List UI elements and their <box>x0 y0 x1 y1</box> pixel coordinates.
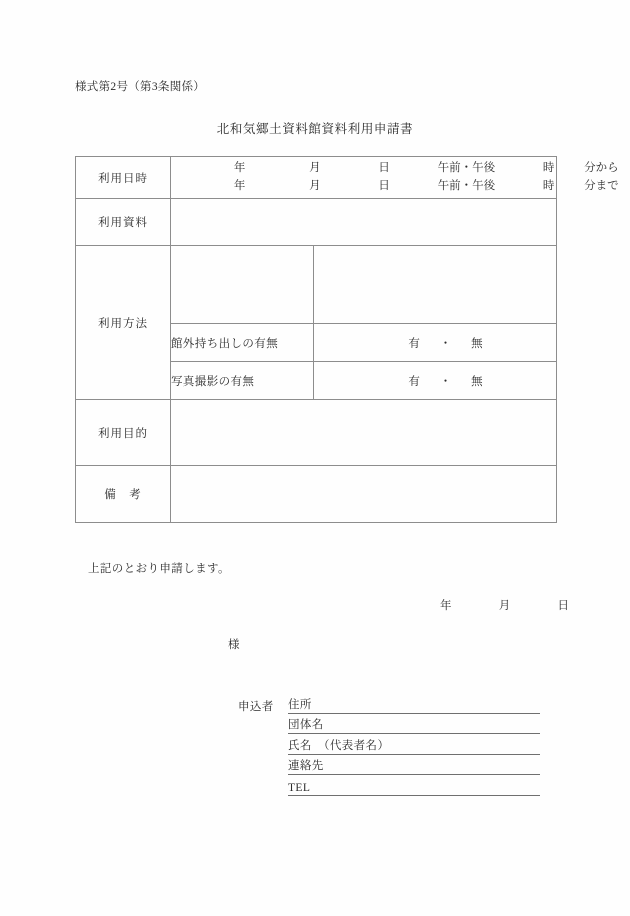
applicant-field-contact[interactable]: 連絡先 <box>288 757 540 775</box>
table-row-remarks <box>76 466 557 523</box>
submission-date-line[interactable] <box>440 597 570 613</box>
usage-method-free-right-cell[interactable] <box>314 246 557 324</box>
applicant-row-address <box>238 693 540 714</box>
row-label-remarks: 備 考 <box>76 466 171 523</box>
row-label-usage-method: 利用方法 <box>76 246 171 400</box>
datetime-year-2: 年 <box>233 179 246 192</box>
sub-label-offsite-removal: 館外持ち出しの有無 <box>171 324 314 362</box>
applicant-field-address[interactable]: 住所 <box>288 696 540 714</box>
usage-datetime-line-1 <box>171 160 619 178</box>
offsite-removal-choice-cell[interactable] <box>314 324 557 362</box>
submission-year: 年 <box>440 600 452 612</box>
addressee-honorific: 様 <box>228 639 240 651</box>
datetime-day-2: 日 <box>378 179 390 192</box>
row-label-usage-materials: 利用資料 <box>76 199 171 246</box>
applicant-section <box>238 693 540 796</box>
form-code-label: 様式第2号（第3条関係） <box>75 81 206 93</box>
datetime-ampm-2[interactable]: 午前・午後 <box>437 179 496 192</box>
table-row-usage-datetime <box>76 157 557 199</box>
offsite-removal-option-no[interactable]: 無 <box>471 337 484 350</box>
datetime-minute-1: 分から <box>584 161 619 174</box>
datetime-minute-2: 分まで <box>584 179 619 192</box>
datetime-year-1: 年 <box>233 161 246 174</box>
usage-datetime-line-2 <box>171 178 619 196</box>
document-title: 北和気郷土資料館資料利用申請書 <box>216 122 414 136</box>
applicant-row-contact <box>238 755 540 776</box>
usage-purpose-value-cell[interactable] <box>171 400 557 466</box>
photography-choice-cell[interactable] <box>314 362 557 400</box>
submission-month: 月 <box>498 600 511 612</box>
offsite-removal-separator: ・ <box>439 337 452 350</box>
submission-day: 日 <box>557 600 570 612</box>
application-statement: 上記のとおり申請します。 <box>88 563 230 575</box>
table-row-usage-materials <box>76 199 557 246</box>
datetime-ampm-1[interactable]: 午前・午後 <box>437 161 496 174</box>
datetime-month-2: 月 <box>309 179 321 192</box>
datetime-hour-1: 時 <box>542 161 555 174</box>
applicant-field-name[interactable]: 氏名 （代表者名） <box>288 737 540 755</box>
datetime-month-1: 月 <box>309 161 321 174</box>
table-row-usage-method <box>76 246 557 324</box>
row-label-usage-purpose: 利用目的 <box>76 400 171 466</box>
applicant-row-organization <box>238 714 540 735</box>
table-row-usage-purpose <box>76 400 557 466</box>
applicant-field-organization[interactable]: 団体名 <box>288 716 540 734</box>
photography-option-no[interactable]: 無 <box>471 375 484 388</box>
application-form-table <box>75 156 619 523</box>
sub-label-photography: 写真撮影の有無 <box>171 362 314 400</box>
photography-separator: ・ <box>439 375 452 388</box>
datetime-hour-2: 時 <box>542 179 555 192</box>
datetime-day-1: 日 <box>378 161 390 174</box>
usage-datetime-value-cell[interactable] <box>171 157 619 199</box>
applicant-row-tel <box>238 775 540 796</box>
usage-method-free-left-cell[interactable] <box>171 246 314 324</box>
applicant-row-name <box>238 734 540 755</box>
applicant-section-title: 申込者 <box>238 700 274 713</box>
photography-option-yes[interactable]: 有 <box>408 375 421 388</box>
offsite-removal-option-yes[interactable]: 有 <box>408 337 421 350</box>
applicant-field-tel[interactable]: TEL <box>288 782 540 796</box>
remarks-value-cell[interactable] <box>171 466 557 523</box>
row-label-usage-datetime: 利用日時 <box>76 157 171 199</box>
usage-materials-value-cell[interactable] <box>171 199 557 246</box>
